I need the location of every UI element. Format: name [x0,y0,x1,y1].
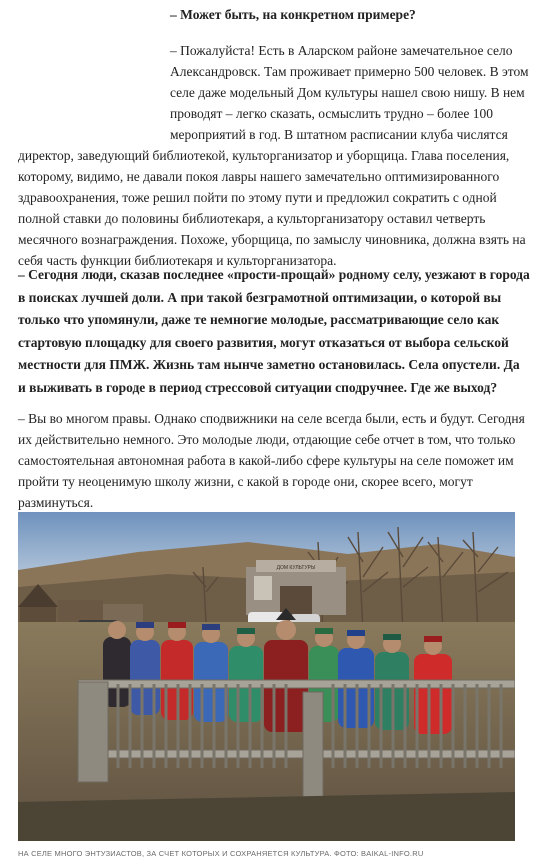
culture-house-sign: ДОМ КУЛЬТУРЫ [276,565,316,571]
indent-spacer [18,40,170,144]
article-photo [18,512,515,841]
photo-caption: НА СЕЛЕ МНОГО ЭНТУЗИАСТОВ, ЗА СЧЕТ КОТОРЫХ И СОХРАНЯЕТСЯ КУЛЬТУРА. ФОТО: BAIKAL-INFO.RU [18,849,424,858]
answer-1 [18,40,530,271]
culture-house [246,560,346,615]
photo-illustration [18,512,515,841]
question-1: – Может быть, на конкретном примере? [170,7,416,22]
answer-2: – Вы во многом правы. Однако сподвижники на селе всегда были, есть и будут. Сегодня их действительно немного. Это молодые люди, отдающие себе отчет в том, что только самостоятельная автономная работа в какой-либо сфере культуры на селе поможет им пройти ту неоценимую школу жизни, с какой в городе они, скорее всего, могут разминуться. [18,411,525,510]
answer-1-text: – Пожалуйста! Есть в Аларском районе замечательное село Александровск. Там проживает примерно 500 человек. В этом селе даже модельный Дом культуры нашел свою нишу. В нем проводят – легко сказать, осмыслить трудно – более 100 мероприятий в год. В штатном расписании клуба числятся директор, заведующий библиотекой, культорганизатор и уборщица. Глава поселения, которому, видимо, не давали покоя лавры нашего замечательно оптимизированного здравоохранения, тоже решил пойти по этому пути и предложил сократить с одной полной ставки до половины библиотекаря, а культорганизатору оставил четверть месячного вознаграждения. Похоже, уборщица, по замыслу чиновника, должна взять на себя часть функции библиотекаря и культорганизатора. [18,43,529,268]
question-2: – Сегодня люди, сказав последнее «прости-прощай» родному селу, уезжают в города в поисках лучшей доли. А при такой безграмотной оптимизации, о которой вы только что упомянули, даже те немногие молодые, рассматривающие село как стартовую площадку для своего развития, могут отказаться от выбора сельской местности для ПМЖ. Жизнь там нынче заметно остановилась. Села опустели. Да и выживать в городе в период стрессовой ситуации сподручнее. Где же выход? [18,267,530,395]
